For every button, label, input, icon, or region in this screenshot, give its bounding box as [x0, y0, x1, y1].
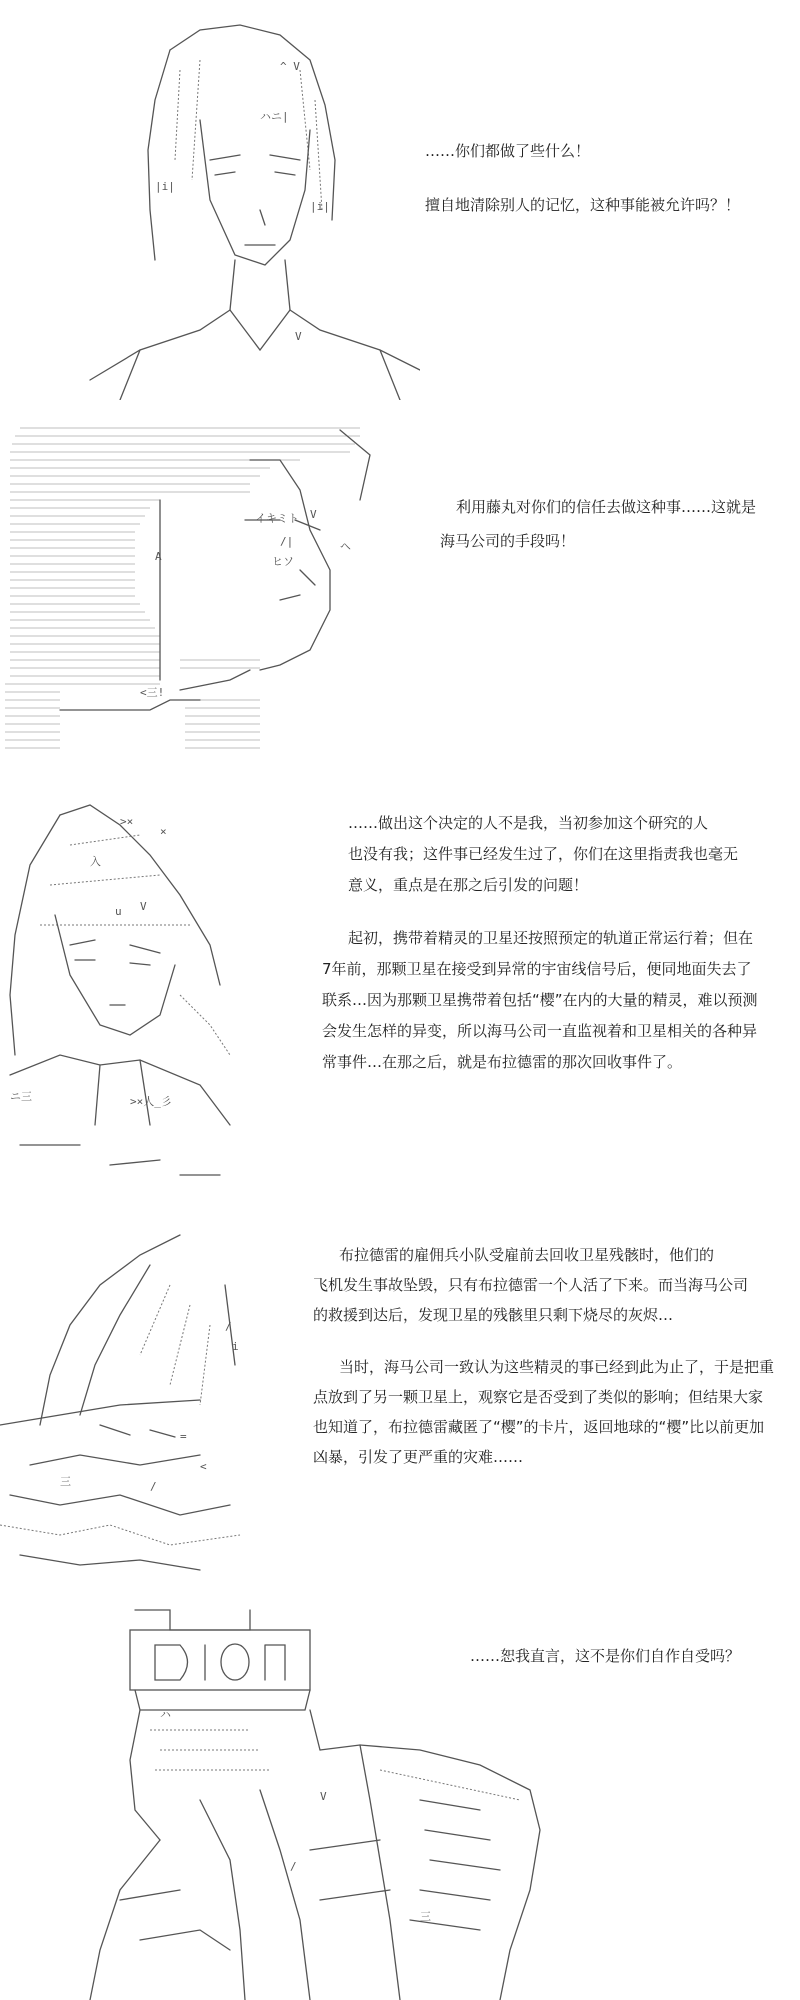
svg-text:V: V — [320, 1790, 327, 1803]
character-art-3 — [0, 795, 240, 1190]
panel-1 — [0, 0, 800, 400]
svg-text:V: V — [140, 900, 147, 913]
svg-text:ハ: ハ — [160, 1708, 171, 1721]
dialogue-line: 也没有我；这件事已经发生过了，你们在这里指责我也毫无 — [348, 845, 739, 863]
dialogue-line: 常事件…在那之后，就是布拉德雷的那次回收事件了。 — [322, 1053, 683, 1071]
svg-text:<: < — [200, 1460, 207, 1473]
svg-text:|i|: |i| — [310, 200, 330, 213]
panel-5 — [0, 1600, 800, 2000]
svg-text:A: A — [155, 550, 162, 563]
dialogue-line: 利用藤丸对你们的信任去做这种事……这就是 — [456, 498, 757, 516]
svg-text:三: 三 — [60, 1475, 71, 1488]
dialogue-line: ……恕我直言，这不是你们自作自受吗？ — [470, 1647, 741, 1665]
svg-text:>×人_彡: >×人_彡 — [130, 1095, 172, 1108]
dialogue-line: 擅自地清除别人的记忆，这种事能被允许吗？！ — [425, 196, 741, 214]
dialogue-line: 也知道了，布拉德雷藏匿了“樱”的卡片，返回地球的“樱”比以前更加 — [313, 1418, 765, 1436]
character-art-4 — [0, 1225, 260, 1580]
dialogue-line: 布拉德雷的雇佣兵小队受雇前去回收卫星残骸时，他们的 — [339, 1246, 715, 1264]
dialogue-2 — [440, 490, 756, 558]
svg-text:V: V — [295, 330, 302, 343]
dialogue-5 — [470, 1640, 740, 1672]
svg-text:ニ三: ニ三 — [10, 1090, 32, 1103]
svg-text:>×: >× — [120, 815, 134, 828]
svg-text:i: i — [232, 1340, 239, 1353]
dialogue-1 — [425, 135, 740, 221]
dialogue-line: 凶暴，引发了更严重的灾难…… — [313, 1448, 524, 1466]
dialogue-line: 当时，海马公司一致认为这些精灵的事已经到此为止了，于是把重 — [339, 1358, 775, 1376]
svg-text:入: 入 — [90, 855, 101, 868]
svg-text:/: / — [225, 1320, 232, 1333]
svg-text:イキミト: イキミト — [255, 512, 299, 525]
dialogue-4 — [313, 1240, 774, 1472]
svg-text:/: / — [150, 1480, 157, 1493]
dialogue-3 — [322, 808, 758, 1078]
panel-4 — [0, 1220, 800, 1590]
dialogue-line: 起初，携带着精灵的卫星还按照预定的轨道正常运行着；但在 — [348, 929, 754, 947]
svg-text:|i|: |i| — [155, 180, 175, 193]
character-art-1 — [60, 10, 420, 400]
svg-text:/|: /| — [280, 535, 294, 548]
svg-text:/: / — [290, 1860, 297, 1873]
dialogue-line: 意义，重点是在那之后引发的问题！ — [348, 876, 589, 894]
dialogue-line: 点放到了另一颗卫星上，观察它是否受到了类似的影响；但结果大家 — [313, 1388, 764, 1406]
svg-text:V: V — [310, 508, 317, 521]
dialogue-line: 7年前，那颗卫星在接受到异常的宇宙线信号后，便同地面失去了 — [322, 960, 752, 978]
panel-3 — [0, 780, 800, 1200]
svg-text:三: 三 — [420, 1910, 431, 1923]
dialogue-line: 会发生怎样的异变，所以海马公司一直监视着和卫星相关的各种异 — [322, 1022, 758, 1040]
svg-text:×: × — [160, 825, 167, 838]
svg-text:^ V: ^ V — [280, 60, 300, 73]
svg-text:ヘ: ヘ — [340, 540, 351, 553]
svg-text:ハニ|: ハニ| — [260, 110, 289, 123]
dialogue-line: ……你们都做了些什么！ — [425, 142, 591, 160]
svg-text:ヒソ: ヒソ — [272, 555, 294, 568]
dialogue-line: 的救援到达后，发现卫星的残骸里只剩下烧尽的灰烬… — [313, 1306, 674, 1324]
svg-text:=: = — [180, 1430, 187, 1443]
svg-text:u: u — [115, 905, 122, 918]
svg-text:<三!: <三! — [140, 686, 165, 699]
dialogue-line: 飞机发生事故坠毁，只有布拉德雷一个人活了下来。而当海马公司 — [313, 1276, 749, 1294]
panel-2 — [0, 420, 800, 760]
dialogue-line: 海马公司的手段吗！ — [440, 532, 576, 550]
dialogue-line: ……做出这个决定的人不是我，当初参加这个研究的人 — [348, 814, 709, 832]
dialogue-line: 联系…因为那颗卫星携带着包括“樱”在内的大量的精灵，难以预测 — [322, 991, 758, 1009]
character-art-2 — [0, 420, 400, 760]
